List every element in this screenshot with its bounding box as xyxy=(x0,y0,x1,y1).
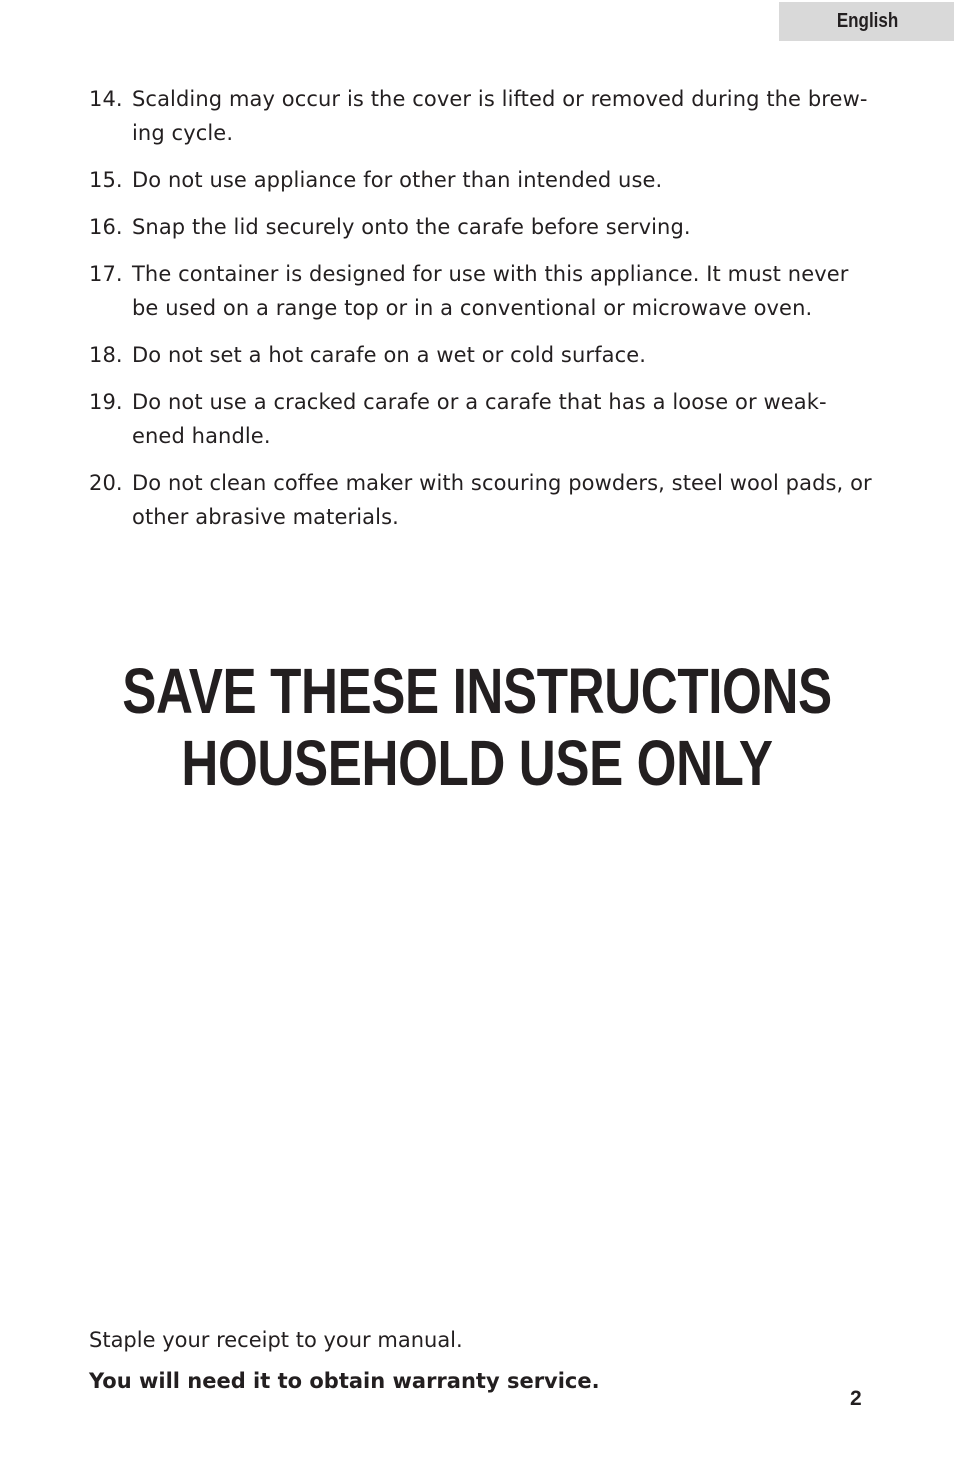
instruction-text: Do not use appliance for other than intended use. xyxy=(132,168,663,192)
instruction-item xyxy=(89,385,879,453)
instruction-item xyxy=(89,257,879,325)
instruction-list xyxy=(89,82,879,547)
instruction-text: Snap the lid securely onto the carafe before serving. xyxy=(132,215,691,239)
warranty-note: You will need it to obtain warranty service. xyxy=(89,1369,600,1393)
instruction-number: 15. xyxy=(89,168,123,192)
receipt-note: Staple your receipt to your manual. xyxy=(89,1328,463,1352)
instruction-text: Do not use a cracked carafe or a carafe that has a loose or weak-ened handle. xyxy=(132,390,827,448)
instruction-number: 18. xyxy=(89,343,123,367)
instruction-number: 20. xyxy=(89,471,123,495)
instruction-number: 19. xyxy=(89,390,123,414)
page-number: 2 xyxy=(850,1387,862,1410)
instruction-item xyxy=(89,338,879,372)
headline xyxy=(0,655,954,799)
instruction-item xyxy=(89,466,879,534)
instruction-text: Scalding may occur is the cover is lifted or removed during the brew-ing cycle. xyxy=(132,87,868,145)
instruction-number: 17. xyxy=(89,262,123,286)
headline-line-1: SAVE THESE INSTRUCTIONS xyxy=(122,655,832,727)
language-tab xyxy=(779,2,954,41)
instruction-text: Do not set a hot carafe on a wet or cold surface. xyxy=(132,343,647,367)
instruction-item xyxy=(89,210,879,244)
instruction-item xyxy=(89,163,879,197)
instruction-number: 16. xyxy=(89,215,123,239)
headline-line-2: HOUSEHOLD USE ONLY xyxy=(181,727,773,799)
language-tab-label: English xyxy=(836,10,898,32)
instruction-text: Do not clean coffee maker with scouring powders, steel wool pads, or other abrasive materials. xyxy=(132,471,872,529)
instruction-item xyxy=(89,82,879,150)
instruction-number: 14. xyxy=(89,87,123,111)
instruction-text: The container is designed for use with this appliance. It must never be used on a range top or in a conventional or microwave oven. xyxy=(132,262,849,320)
